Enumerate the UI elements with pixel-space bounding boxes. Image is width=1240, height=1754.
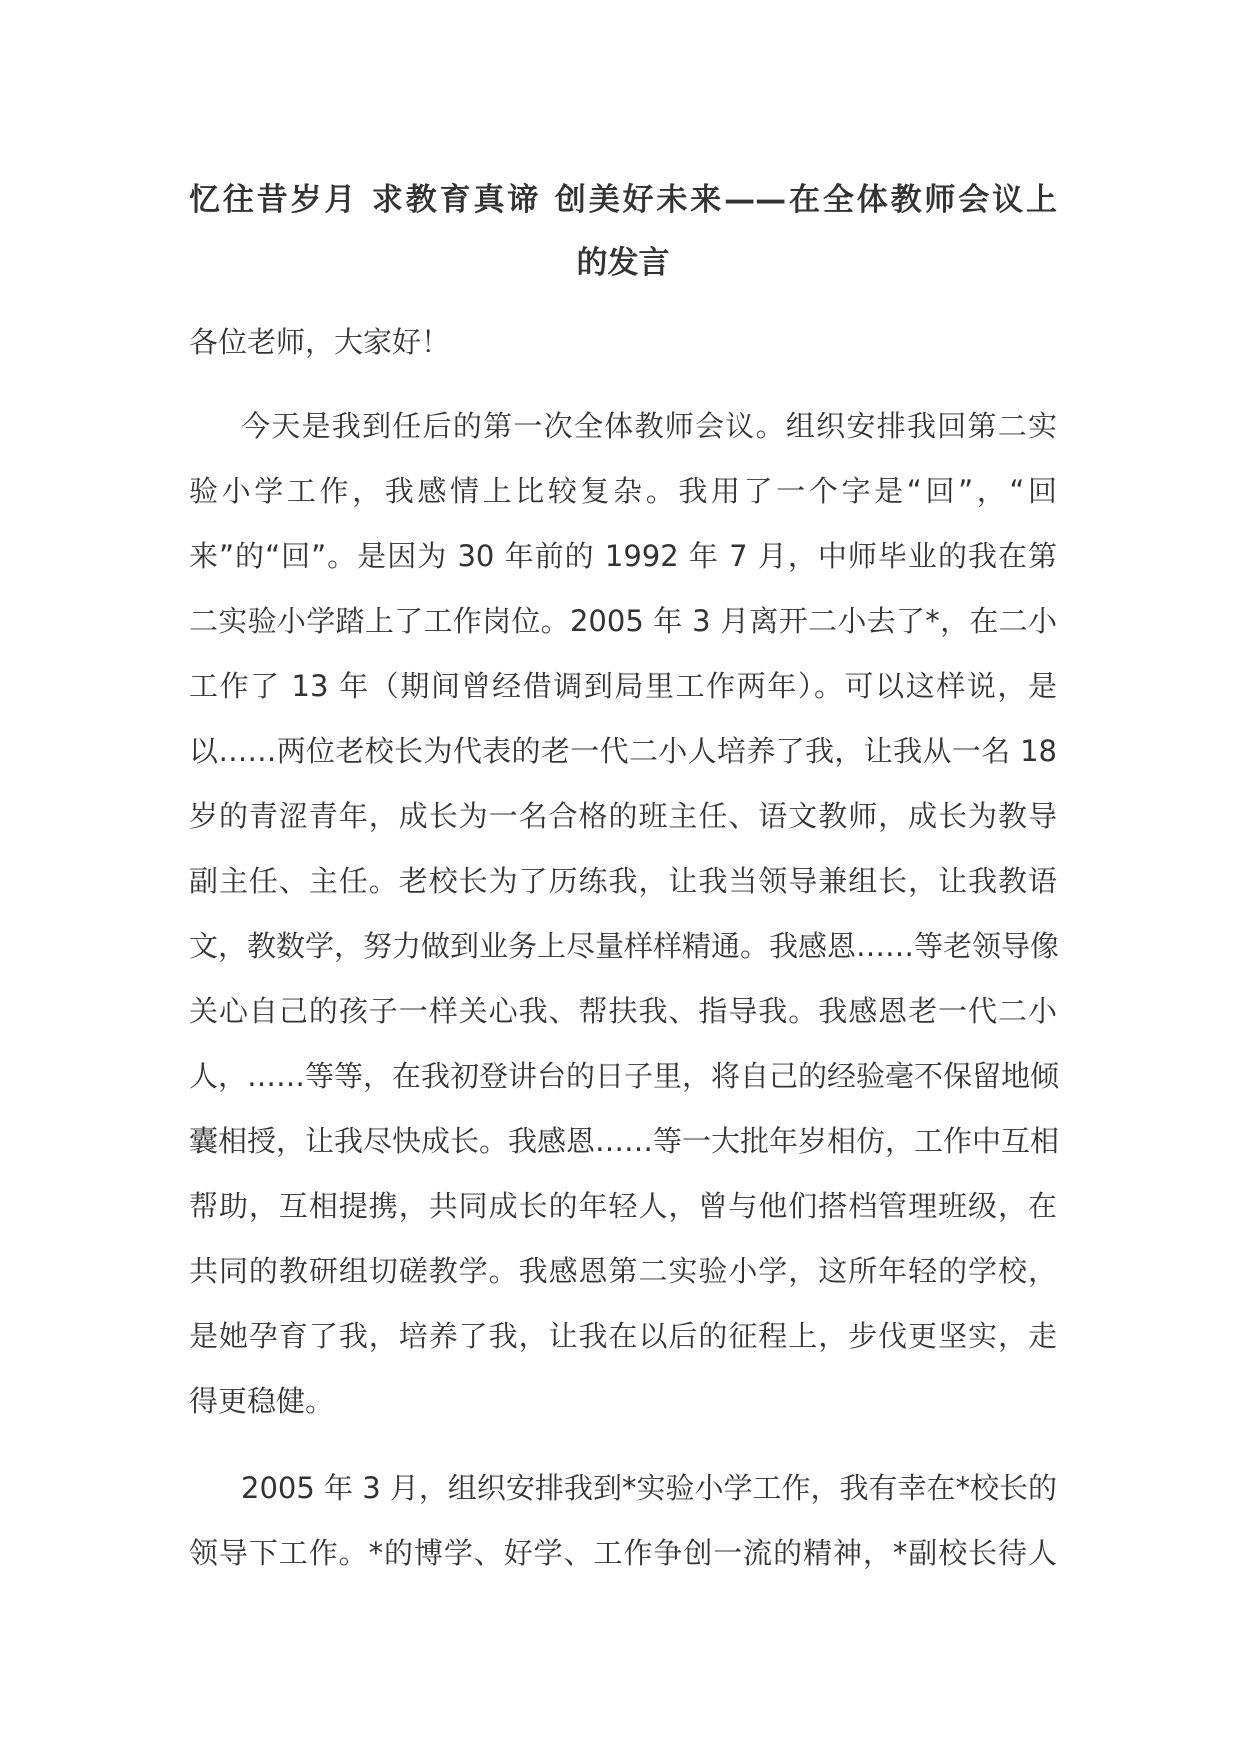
paragraph-line: 岁的青涩青年，成长为一名合格的班主任、语文教师，成长为教导 [189,799,1057,833]
paragraph-line: 副主任、主任。老校长为了历练我，让我当领导兼组长，让我教语 [189,864,1057,898]
paragraph-line: 今天是我到任后的第一次全体教师会议。组织安排我回第二实 [241,409,1057,443]
paragraph-line: 领导下工作。*的博学、好学、工作争创一流的精神，*副校长待人 [189,1536,1057,1570]
document-body [189,169,1060,1586]
paragraph-line: 共同的教研组切磋教学。我感恩第二实验小学，这所年轻的学校， [189,1254,1057,1288]
paragraph-line: 二实验小学踏上了工作岗位。2005 年 3 月离开二小去了*，在二小 [189,604,1057,638]
document-title [189,169,1057,295]
paragraph [189,1456,1057,1586]
title-line: 忆往昔岁月 求教育真谛 创美好未来——在全体教师会议上 [189,182,1057,218]
paragraph [189,394,1060,1434]
paragraph-line: 验小学工作，我感情上比较复杂。我用了一个字是“回”，“回 [189,474,1057,508]
paragraph-line: 关心自己的孩子一样关心我、帮扶我、指导我。我感恩老一代二小 [189,994,1057,1028]
paragraph-line: 工作了 13 年（期间曾经借调到局里工作两年）。可以这样说，是 [189,669,1057,703]
paragraph-line: 来”的“回”。是因为 30 年前的 1992 年 7 月，中师毕业的我在第 [189,539,1057,573]
paragraph-line: 以……两位老校长为代表的老一代二小人培养了我，让我从一名 18 [189,734,1057,768]
paragraph-line: 得更稳健。 [189,1384,335,1418]
title-line: 的发言 [576,245,670,281]
paragraph-line: 人，……等等，在我初登讲台的日子里，将自己的经验毫不保留地倾 [189,1059,1060,1093]
paragraph-line: 囊相授，让我尽快成长。我感恩……等一大批年岁相仿，工作中互相 [189,1124,1060,1158]
paragraph-line: 是她孕育了我，培养了我，让我在以后的征程上，步伐更坚实，走 [189,1319,1057,1353]
paragraph-line: 帮助，互相提携，共同成长的年轻人，曾与他们搭档管理班级，在 [189,1189,1057,1223]
paragraph-line: 2005 年 3 月，组织安排我到*实验小学工作，我有幸在*校长的 [241,1471,1057,1505]
greeting: 各位老师，大家好！ [189,325,451,359]
paragraph-line: 文，教数学，努力做到业务上尽量样样精通。我感恩……等老领导像 [189,929,1060,963]
